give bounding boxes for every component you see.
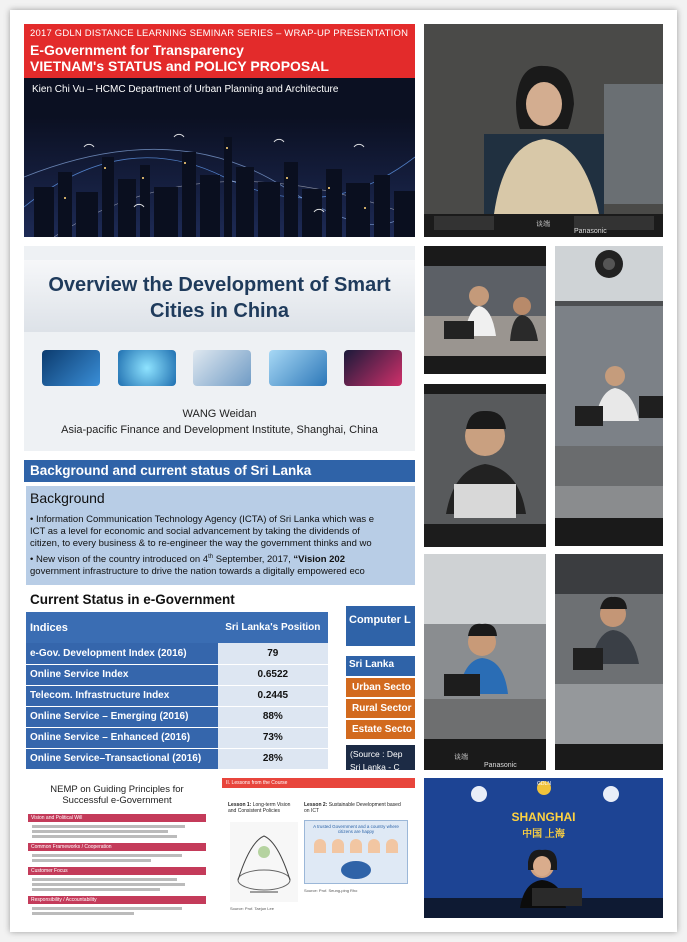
index-label: e-Gov. Development Index (2016) (26, 643, 218, 664)
section-text-placeholder (24, 851, 210, 865)
cloud-city-icon (269, 350, 327, 386)
video-frame-speaker (424, 24, 663, 237)
vision-sketch-image (230, 822, 298, 902)
column-header-position: Sri Lanka's Position (218, 612, 328, 643)
side-row-urban: Urban Secto (346, 678, 415, 697)
city-label-chinese: 中国 上海 (522, 829, 565, 840)
slide-title: Current Status in e-Government (30, 592, 235, 607)
section-text-placeholder (24, 875, 210, 894)
slide-vietnam-egov (24, 24, 415, 237)
source-line: (Source : Dep (350, 749, 403, 759)
source-note: Source: Prof. Seung-ping Rho (304, 888, 358, 893)
side-row-rural: Rural Sector (346, 699, 415, 718)
gdln-logo: GDLN (537, 781, 551, 787)
network-icon (193, 350, 251, 386)
index-value: 0.2445 (218, 685, 328, 706)
table-row (26, 643, 328, 664)
lesson-text: Sustainable Development based on ICT (304, 802, 401, 814)
city-skyline-image (24, 117, 415, 237)
bullet-icta (30, 514, 415, 550)
slide-author: Kien Chi Vu – HCMC Department of Urban Planning and Architecture (32, 84, 339, 95)
bullet-text: • New vison of the country introduced on 4 (30, 554, 209, 566)
brand-label: Panasonic (484, 762, 517, 769)
index-label: Online Service Index (26, 664, 218, 685)
slide-sri-lanka-background (24, 460, 415, 585)
title-banner (24, 24, 415, 78)
brand-label: Panasonic (574, 228, 607, 235)
shanghai-studio-image (424, 778, 663, 918)
slide-current-status (24, 590, 415, 770)
section-text-placeholder (24, 822, 210, 841)
slide-title (24, 784, 210, 806)
vision-highlight: “Vision 202 (293, 554, 345, 566)
section-text-placeholder (24, 904, 210, 918)
lessons-bar: II. Lessons from the Course (222, 778, 415, 788)
bullet-vision (30, 551, 415, 578)
lesson-label: Lesson 1: (228, 802, 252, 808)
lesson-label: Lesson 2: (304, 802, 328, 808)
bullet-line: • Information Communication Technology Agency (ICTA) of Sri Lanka which was e (30, 514, 375, 525)
video-frame-shanghai (424, 778, 663, 918)
indices-table (26, 612, 328, 770)
video-frame-participant-3 (555, 554, 663, 770)
lesson-1 (228, 802, 300, 814)
title-line: NEMP on Guiding Principles for (50, 784, 184, 795)
slide-lessons (222, 778, 415, 918)
video-frame-delegates-1 (424, 246, 546, 374)
index-value: 73% (218, 727, 328, 748)
side-header: Computer L (346, 606, 415, 646)
slide-title: Overview the Development of Smart Cities in China (48, 274, 391, 322)
iot-icon (344, 350, 402, 386)
section-header: Vision and Political Will (28, 814, 206, 822)
camera-room-video-image (555, 246, 663, 546)
side-row-sri-lanka: Sri Lanka (346, 656, 415, 676)
slide-title-line2: VIETNAM's STATUS and POLICY PROPOSAL (30, 58, 329, 74)
slide-institute: Asia-pacific Finance and Development Institute, Shanghai, China (61, 424, 378, 436)
index-label: Online Service – Enhanced (2016) (26, 727, 218, 748)
video-frame-delegates-2 (555, 246, 663, 546)
bullet-line: government infrastructure to drive the nation towards a digitally empowered eco (30, 566, 365, 578)
bullet-line (30, 551, 415, 566)
side-row-estate: Estate Secto (346, 720, 415, 739)
index-value: 88% (218, 706, 328, 727)
slide-author: WANG Weidan (182, 408, 257, 420)
title-line: Successful e-Government (62, 795, 172, 806)
table-row (26, 706, 328, 727)
source-note: Source: Prof. Taejun Lee (230, 906, 274, 911)
section-header: Common Frameworks / Cooperation (28, 843, 206, 851)
index-label: Telecom. Infrastructure Index (26, 685, 218, 706)
caption-name: 谈端 (454, 754, 468, 761)
participant-video-image (424, 384, 546, 547)
index-value: 79 (218, 643, 328, 664)
delegates-video-image (424, 246, 546, 374)
slide-title-line1: E-Government for Transparency (30, 42, 244, 58)
source-line: Sri Lanka - C (350, 762, 400, 770)
section-header: Customer Focus (28, 867, 206, 875)
participant2-video-image (424, 554, 546, 770)
smart-city-icon (42, 350, 100, 386)
bullet-line: citizen, to every business & to re-engineer the way the government thinks and wo (30, 538, 372, 549)
speaker-video-image (424, 24, 663, 237)
lesson-text: Long-term Vision and Consistent Policies (228, 802, 291, 814)
caption-name: 谈端 (536, 221, 550, 228)
column-header-indices: Indices (26, 612, 218, 643)
table-row (26, 748, 328, 769)
city-label: SHANGHAI (511, 810, 576, 824)
table-row (26, 685, 328, 706)
participant3-video-image (555, 554, 663, 770)
globe-icon (118, 350, 176, 386)
section-header: Responsibility / Accountability (28, 896, 206, 904)
bullet-text: September, 2017, (213, 554, 294, 566)
lesson-2 (304, 802, 404, 814)
ict-diagram (304, 820, 408, 884)
index-value: 0.6522 (218, 664, 328, 685)
bullet-line: ICT as a level for economic and social advancement by taking the dividends of (30, 526, 360, 537)
slide-nemp-principles (24, 778, 210, 918)
table-row (26, 727, 328, 748)
background-title: Background (30, 490, 105, 506)
side-source (346, 745, 415, 770)
video-frame-participant-2 (424, 554, 546, 770)
diagram-caption: A trusted Government and a country where citizens are happy (313, 824, 399, 834)
video-frame-participant (424, 384, 546, 547)
index-value: 28% (218, 748, 328, 769)
index-label: Online Service – Emerging (2016) (26, 706, 218, 727)
table-header-row (26, 612, 328, 643)
icon-strip (42, 350, 402, 386)
slide-header: Background and current status of Sri Lanka (24, 460, 415, 482)
table-row (26, 664, 328, 685)
computer-literacy-table (346, 606, 415, 770)
seminar-series: 2017 GDLN DISTANCE LEARNING SEMINAR SERIES – WRAP-UP PRESENTATION (30, 28, 409, 39)
superscript: th (208, 554, 214, 560)
index-label: Online Service–Transactional (2016) (26, 748, 218, 769)
slide-smart-cities-china (24, 246, 415, 451)
